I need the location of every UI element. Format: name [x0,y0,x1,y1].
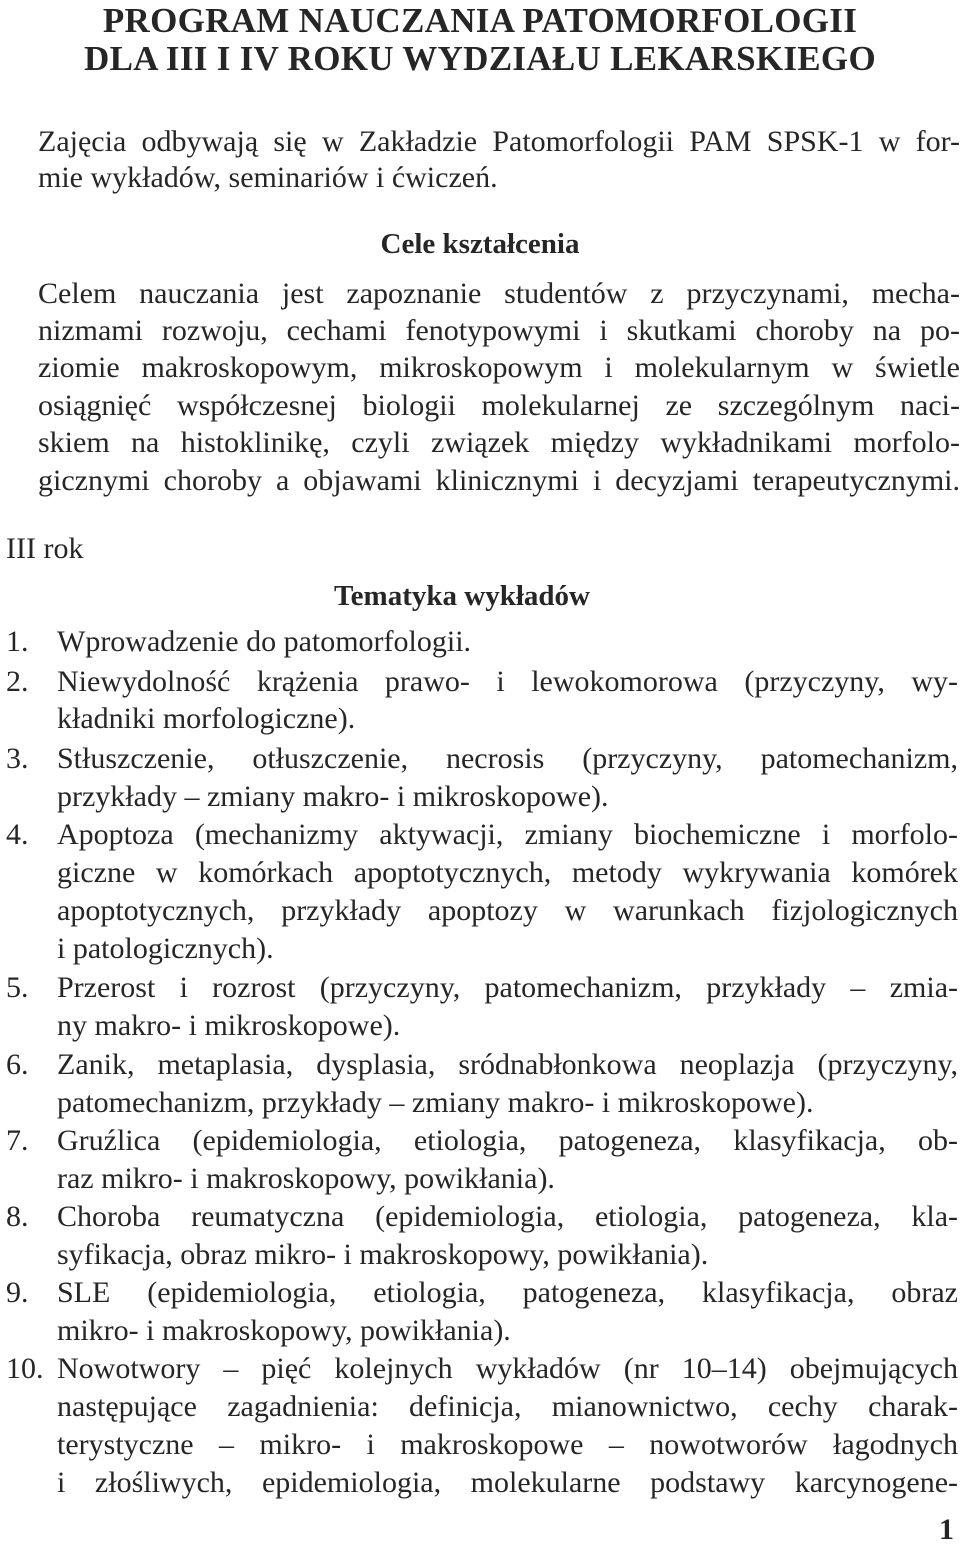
intro-line: Zajęcia odbywają się w Zakładzie Patomorfologii PAM SPSK-1 w for- [38,125,960,158]
list-item-number: 1. [6,625,29,658]
list-item-line: patomechanizm, przykłady – zmiany makro- i mikroskopowe). [57,1086,814,1119]
list-item-line: Gruźlica (epidemiologia, etiologia, patogeneza, klasyfikacja, ob- [57,1124,958,1157]
list-item-number: 9. [6,1276,29,1309]
list-item-number: 3. [6,742,29,775]
list-item-line: i patologicznych). [57,932,274,965]
title-line-2: DLA III I IV ROKU WYDZIAŁU LEKARSKIEGO [84,39,876,78]
goals-line: gicznymi choroby a objawami klinicznymi i decyzjami terapeutycznymi. [38,464,960,497]
list-item-line: przykłady – zmiany makro- i mikroskopowe). [57,780,609,813]
list-item-line: raz mikro- i makroskopowy, powikłania). [57,1162,555,1195]
section-heading-goals: Cele kształcenia [380,228,580,260]
year-label: III rok [6,532,84,565]
list-item-line: następujące zagadnienia: definicja, mianownictwo, cechy charak- [57,1390,958,1423]
list-item-number: 2. [6,665,29,698]
list-item-line: kładniki morfologiczne). [57,702,356,735]
list-item-line: ny makro- i mikroskopowe). [57,1009,401,1042]
goals-line: Celem nauczania jest zapoznanie studentów z przyczynami, mecha- [38,277,960,310]
list-item-line: Stłuszczenie, otłuszczenie, necrosis (przyczyny, patomechanizm, [57,742,958,775]
list-item-number: 6. [6,1048,29,1081]
page-number: 1 [939,1513,954,1546]
goals-line: osiągnięć współczesnej biologii molekularnej ze szczególnym naci- [38,389,960,422]
goals-line: skiem na histoklinikę, czyli związek między wykładnikami morfolo- [38,426,960,459]
list-item-line: terystyczne – mikro- i makroskopowe – nowotworów łagodnych [57,1428,958,1461]
list-item-number: 7. [6,1124,29,1157]
goals-line: ziomie makroskopowym, mikroskopowym i molekularnym w świetle [38,351,960,384]
list-item-number: 8. [6,1200,29,1233]
list-item-line: Zanik, metaplasia, dysplasia, sródnabłonkowa neoplazja (przyczyny, [57,1048,958,1081]
list-item-line: Wprowadzenie do patomorfologii. [57,625,472,658]
list-item-line: syfikacja, obraz mikro- i makroskopowy, powikłania). [57,1238,709,1271]
list-item-line: i złośliwych, epidemiologia, molekularne podstawy karcynogene- [57,1466,958,1499]
list-item-line: Nowotwory – pięć kolejnych wykładów (nr 10–14) obejmujących [57,1352,958,1385]
list-item-line: mikro- i makroskopowy, powikłania). [57,1314,511,1347]
title-line-1: PROGRAM NAUCZANIA PATOMORFOLOGII [102,1,858,40]
section-heading-lectures: Tematyka wykładów [334,580,590,612]
list-item-line: SLE (epidemiologia, etiologia, patogeneza, klasyfikacja, obraz [57,1276,958,1309]
list-item-line: apoptotycznych, przykłady apoptozy w warunkach fizjologicznych [57,894,958,927]
list-item-line: giczne w komórkach apoptotycznych, metody wykrywania komórek [57,856,958,889]
list-item-number: 10. [6,1352,44,1385]
list-item-line: Przerost i rozrost (przyczyny, patomechanizm, przykłady – zmia- [57,971,958,1004]
goals-line: nizmami rozwoju, cechami fenotypowymi i skutkami choroby na po- [38,314,960,347]
intro-line: mie wykładów, seminariów i ćwiczeń. [38,161,498,194]
list-item-line: Apoptoza (mechanizmy aktywacji, zmiany biochemiczne i morfolo- [57,818,958,851]
list-item-number: 4. [6,818,29,851]
list-item-line: Niewydolność krążenia prawo- i lewokomorowa (przyczyny, wy- [57,665,958,698]
list-item-line: Choroba reumatyczna (epidemiologia, etiologia, patogeneza, kla- [57,1200,958,1233]
list-item-number: 5. [6,971,29,1004]
